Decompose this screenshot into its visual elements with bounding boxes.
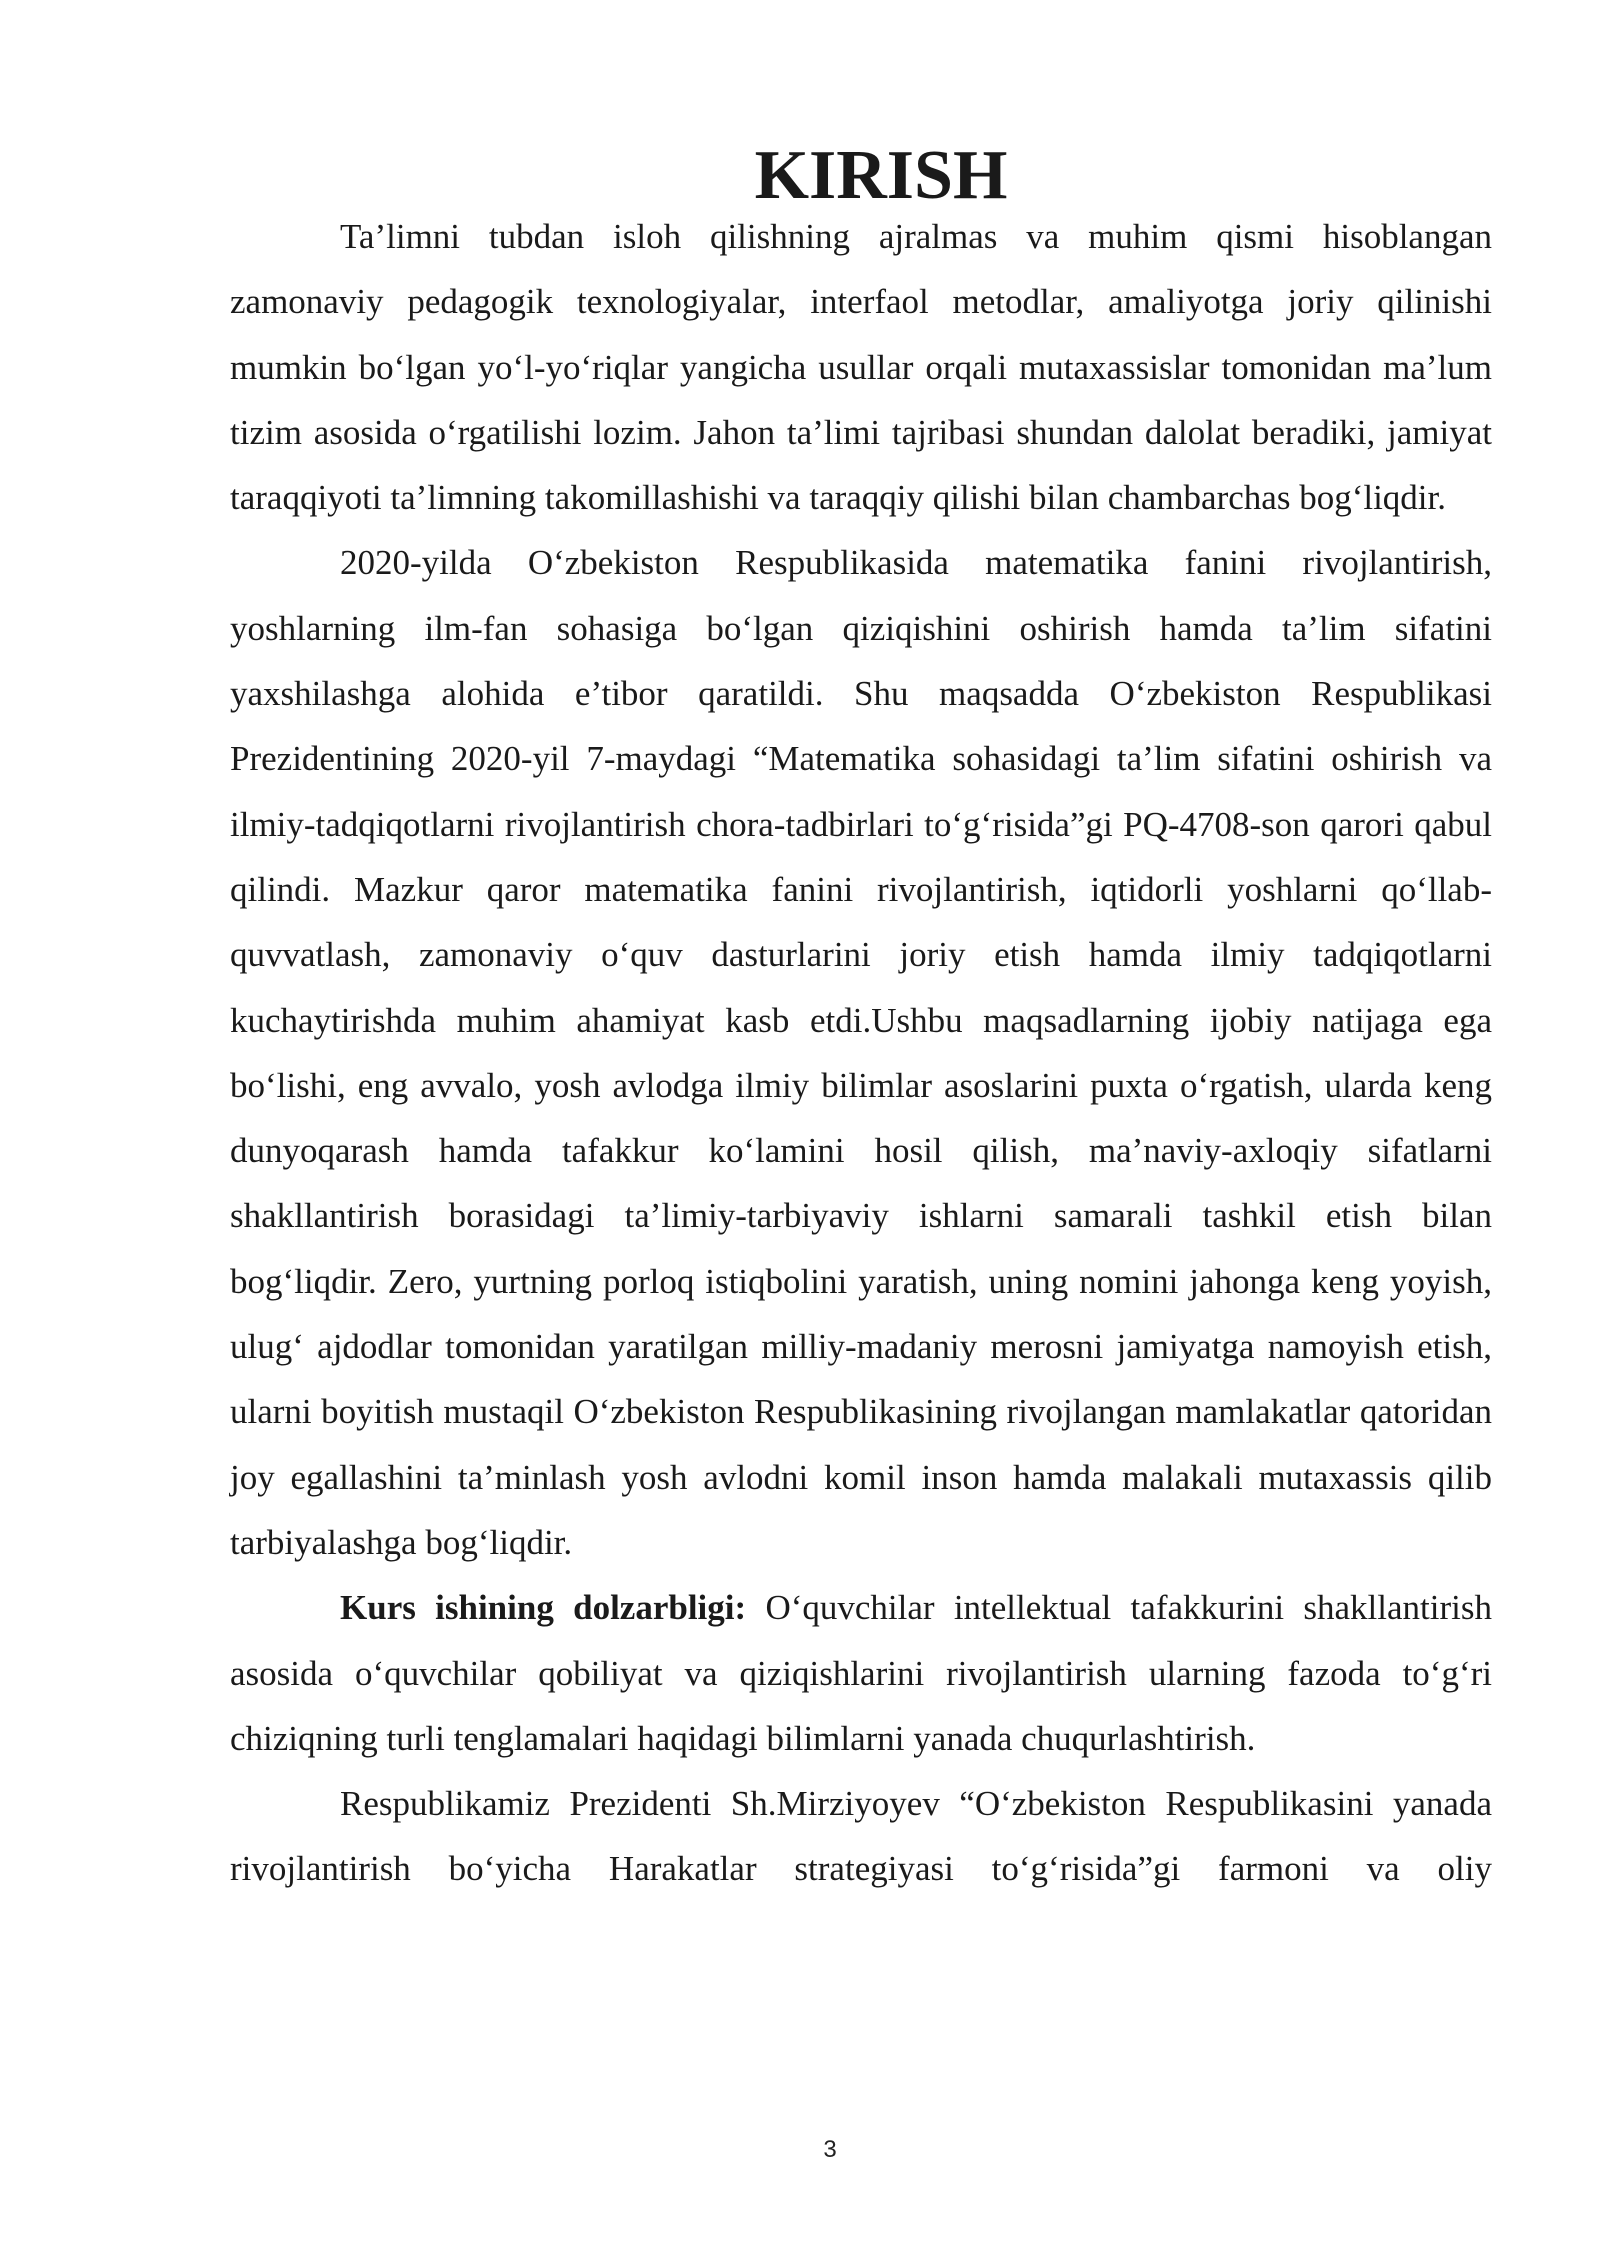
paragraph-text: O‘quvchilar intellektual tafakkurini shakllantirish asosida o‘quvchilar qobiliyat va qiziqishlarini rivojlantirish ularning fazoda to‘g‘ri chiziqning turli tenglamalari haqidagi bilimlarni yanada chuqurlashtirish. [230,1588,1492,1758]
page-number: 3 [823,2136,837,2163]
paragraph-president [230,1771,1492,1902]
paragraph-bold-lead: Kurs ishining dolzarbligi: [340,1588,747,1628]
paragraph-intro [230,204,1492,530]
section-title: KIRISH [754,137,1008,214]
paragraph-text: Ta’limni tubdan isloh qilishning ajralmas va muhim qismi hisoblangan zamonaviy pedagogik texnologiyalar, interfaol metodlar, amaliyotga joriy qilinishi mumkin bo‘lgan yo‘l-yo‘riqlar yangicha usullar orqali mutaxassislar tomonidan ma’lum tizim asosida o‘rgatilishi lozim. Jahon ta’limi tajribasi shundan dalolat beradiki, jamiyat taraqqiyoti ta’limning takomillashishi va taraqqiy qilishi bilan chambarchas bog‘liqdir. [230,217,1492,518]
page-content [230,137,1492,1902]
paragraph-2020-decree [230,530,1492,1575]
paragraph-relevance [230,1575,1492,1771]
paragraph-text: Respublikamiz Prezidenti Sh.Mirziyoyev “O‘zbekiston Respublikasini yanada rivojlantirish bo‘yicha Harakatlar strategiyasi to‘g‘risida”gi farmoni va oliy [230,1784,1492,1889]
paragraph-text: 2020-yilda O‘zbekiston Respublikasida matematika fanini rivojlantirish, yoshlarning ilm-fan sohasiga bo‘lgan qiziqishini oshirish hamda ta’lim sifatini yaxshilashga alohida e’tibor qaratildi. Shu maqsadda O‘zbekiston Respublikasi Prezidentining 2020-yil 7-maydagi “Matematika sohasidagi ta’lim sifatini oshirish va ilmiy-tadqiqotlarni rivojlantirish chora-tadbirlari to‘g‘risida”gi PQ-4708-son qarori qabul qilindi. Mazkur qaror matematika fanini rivojlantirish, iqtidorli yoshlarni qo‘llab-quvvatlash, zamonaviy o‘quv dasturlarini joriy etish hamda ilmiy tadqiqotlarni kuchaytirishda muhim ahamiyat kasb etdi.Ushbu maqsadlarning ijobiy natijaga ega bo‘lishi, eng avvalo, yosh avlodga ilmiy bilimlar asoslarini puxta o‘rgatish, ularda keng dunyoqarash hamda tafakkur ko‘lamini hosil qilish, ma’naviy-axloqiy sifatlarni shakllantirish borasidagi ta’limiy-tarbiyaviy ishlarni samarali tashkil etish bilan bog‘liqdir. Zero, yurtning porloq istiqbolini yaratish, uning nomini jahonga keng yoyish, ulug‘ ajdodlar tomonidan yaratilgan milliy-madaniy merosni jamiyatga namoyish etish, ularni boyitish mustaqil O‘zbekiston Respublikasining rivojlangan mamlakatlar qatoridan joy egallashini ta’minlash yosh avlodni komil inson hamda malakali mutaxassis qilib tarbiyalashga bog‘liqdir. [230,543,1492,1562]
